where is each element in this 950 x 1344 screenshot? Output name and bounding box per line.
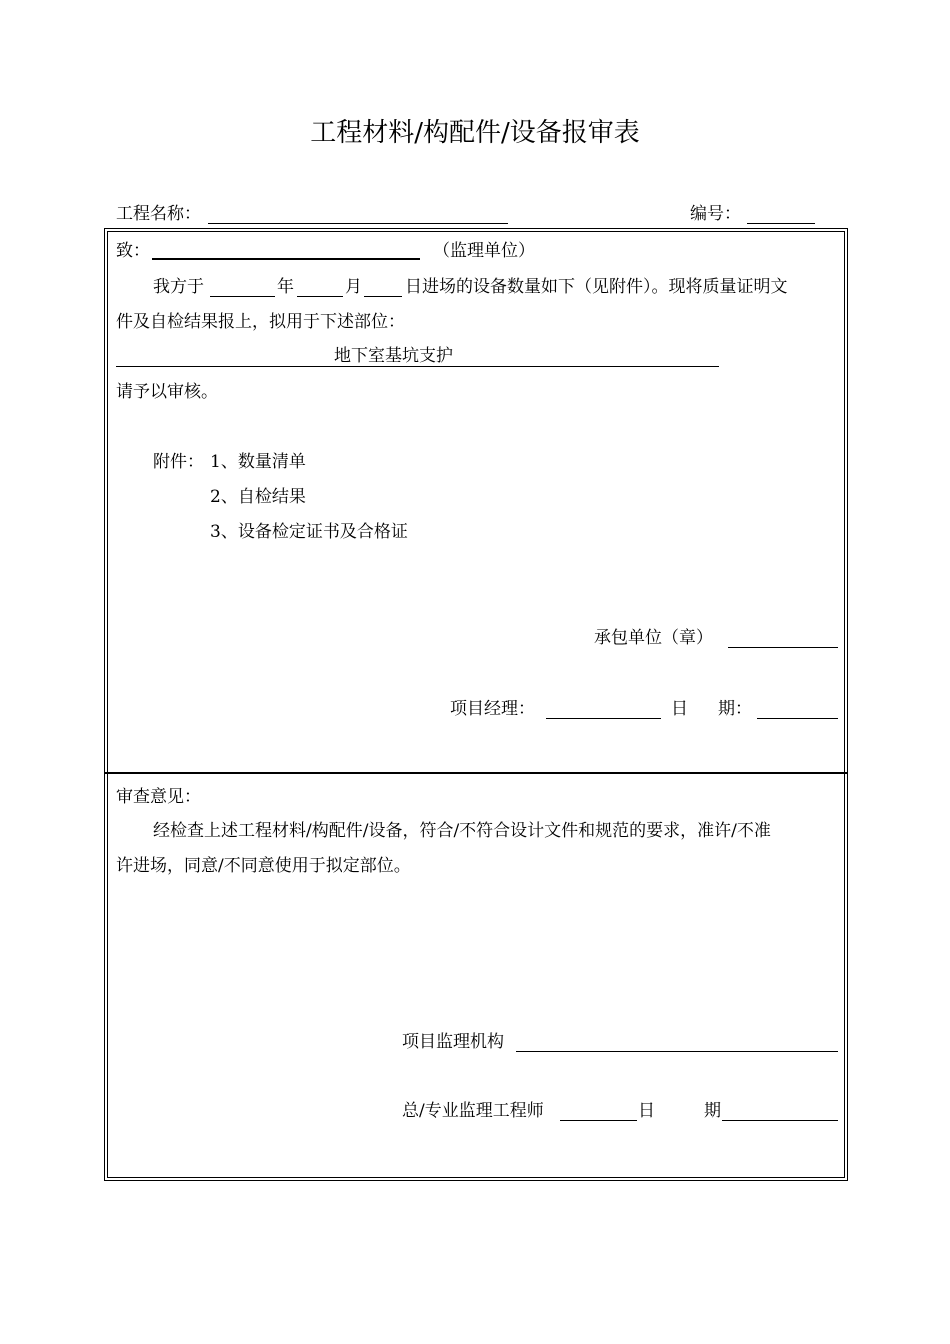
page-title: 工程材料/构配件/设备报审表 — [310, 118, 640, 148]
attachment-item: 3、设备检定证书及合格证 — [210, 522, 408, 542]
year-label: 年 — [277, 277, 294, 297]
to-label: 致： — [116, 241, 150, 261]
supervision-org-label: 项目监理机构 — [402, 1032, 504, 1052]
review-text-line1: 经检查上述工程材料/构配件/设备，符合/不符合设计文件和规范的要求，准许/不准 — [153, 821, 771, 841]
date-label-day: 日 — [671, 699, 688, 719]
engineer-label: 总/专业监理工程师 — [402, 1101, 544, 1121]
para-suffix: 日进场的设备数量如下（见附件）。现将质量证明文 — [405, 277, 788, 297]
attachments-label: 附件： — [153, 452, 204, 472]
review-text-line2: 许进场，同意/不同意使用于拟定部位。 — [116, 856, 411, 876]
date-label-period: 期： — [718, 699, 752, 719]
location-field[interactable] — [116, 366, 719, 367]
supervisor-unit-label: （监理单位） — [433, 241, 535, 261]
project-name-label: 工程名称： — [116, 204, 201, 224]
attachment-item: 1、数量清单 — [210, 452, 306, 472]
review-date-label-day: 日 — [638, 1101, 655, 1121]
request-text: 请予以审核。 — [116, 382, 218, 402]
para-prefix: 我方于 — [153, 277, 204, 297]
contractor-label: 承包单位（章） — [594, 628, 713, 648]
number-label: 编号： — [690, 204, 741, 224]
year-field[interactable] — [210, 296, 275, 297]
date-field[interactable] — [757, 718, 838, 719]
day-field[interactable] — [364, 296, 402, 297]
number-field[interactable] — [747, 223, 815, 224]
review-opinion-label: 审查意见： — [116, 787, 201, 807]
review-date-label-period: 期 — [704, 1101, 721, 1121]
pm-label: 项目经理： — [450, 699, 535, 719]
month-label: 月 — [345, 277, 362, 297]
attachment-item: 2、自检结果 — [210, 487, 306, 507]
project-name-field[interactable] — [208, 223, 508, 224]
month-field[interactable] — [297, 296, 343, 297]
supervision-org-field[interactable] — [516, 1051, 838, 1052]
section-divider — [104, 772, 848, 774]
engineer-field[interactable] — [560, 1120, 637, 1121]
review-date-field[interactable] — [722, 1120, 838, 1121]
supervisor-unit-field[interactable] — [152, 258, 420, 260]
contractor-field[interactable] — [728, 647, 838, 648]
pm-field[interactable] — [546, 718, 661, 719]
location-value: 地下室基坑支护 — [334, 346, 453, 366]
para-line2: 件及自检结果报上，拟用于下述部位： — [116, 312, 405, 332]
